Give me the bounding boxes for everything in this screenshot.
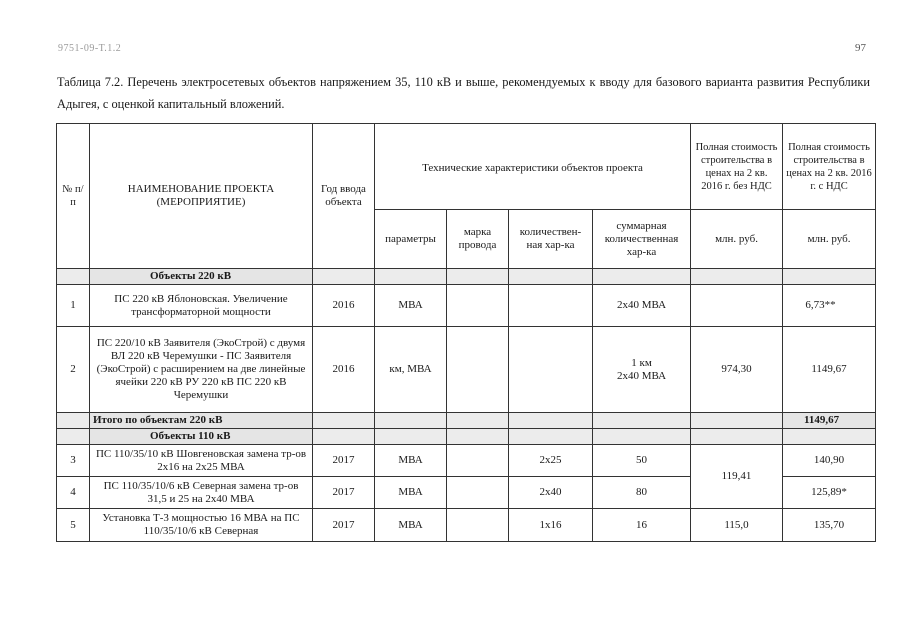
row3-year: 2017: [313, 445, 375, 477]
row3-qty: 2х25: [509, 445, 593, 477]
table-row: [57, 445, 876, 477]
row2-cost-vat: 1149,67: [783, 327, 876, 413]
header-unit-1: млн. руб.: [691, 210, 783, 269]
row2-name: ПС 220/10 кВ Заявителя (ЭкоСтрой) с двумя ВЛ 220 кВ Черемушки - ПС Заявителя (ЭкоСтрой) с расширением на две линейные ячейки 220 кВ РУ 220 кВ ПС 220 кВ Черемушки: [90, 327, 313, 413]
row2-year: 2016: [313, 327, 375, 413]
row2-num: 2: [57, 327, 90, 413]
row5-year: 2017: [313, 509, 375, 542]
row1-qty: [509, 285, 593, 327]
row5-cost-no-vat: 115,0: [691, 509, 783, 542]
document-code: 9751-09-Т.1.2: [58, 43, 122, 54]
row4-year: 2017: [313, 477, 375, 509]
row3-total-qty: 50: [593, 445, 691, 477]
row1-cost-vat: 6,73**: [783, 285, 876, 327]
row1-wire: [447, 285, 509, 327]
row2-cost-no-vat: 974,30: [691, 327, 783, 413]
row3-wire: [447, 445, 509, 477]
section-110-title: Объекты 110 кВ: [90, 429, 313, 445]
header-cost-vat: Полная стоимость строительства в ценах на 2 кв. 2016 г. с НДС: [783, 124, 876, 210]
row2-total-qty-line2: 2х40 МВА: [616, 369, 667, 382]
row1-cost-no-vat: [691, 285, 783, 327]
table-row: [57, 327, 876, 413]
row3-name: ПС 110/35/10 кВ Шовгеновская замена тр-ов 2х16 на 2х25 МВА: [90, 445, 313, 477]
row5-name: Установка Т-3 мощностью 16 МВА на ПС 110/35/10/6 кВ Северная: [90, 509, 313, 542]
section-220-row: [57, 269, 876, 285]
rows3-4-cost-no-vat: 119,41: [691, 445, 783, 509]
row5-total-qty: 16: [593, 509, 691, 542]
header-num: № п/п: [57, 124, 90, 269]
header-qty: количествен-ная хар-ка: [509, 210, 593, 269]
row5-cost-vat: 135,70: [783, 509, 876, 542]
row4-params: МВА: [375, 477, 447, 509]
table-caption: Таблица 7.2. Перечень электросетевых объектов напряжением 35, 110 кВ и выше, рекомендуемых к вводу для базового варианта развития Республики Адыгея, с оценкой капитальный вложений.: [57, 75, 870, 111]
header-name: НАИМЕНОВАНИЕ ПРОЕКТА (МЕРОПРИЯТИЕ): [90, 124, 313, 269]
header-params: параметры: [375, 210, 447, 269]
total-220-row: [57, 413, 876, 429]
section-110-row: [57, 429, 876, 445]
row1-total-qty: 2х40 МВА: [593, 285, 691, 327]
row1-year: 2016: [313, 285, 375, 327]
header-tech: Технические характеристики объектов проекта: [375, 124, 691, 210]
row4-qty: 2х40: [509, 477, 593, 509]
row4-wire: [447, 477, 509, 509]
row5-num: 5: [57, 509, 90, 542]
row1-num: 1: [57, 285, 90, 327]
header-row-1: [57, 124, 876, 210]
row4-total-qty: 80: [593, 477, 691, 509]
capex-table: [56, 123, 876, 542]
row3-num: 3: [57, 445, 90, 477]
row2-qty: [509, 327, 593, 413]
row5-params: МВА: [375, 509, 447, 542]
row2-total-qty-line1: 1 км: [631, 356, 652, 369]
row1-params: МВА: [375, 285, 447, 327]
row2-total-qty: [593, 327, 691, 413]
header-year: Год ввода объекта: [313, 124, 375, 269]
table-row: [57, 285, 876, 327]
section-220-title: Объекты 220 кВ: [90, 269, 313, 285]
total-220-label: Итого по объектам 220 кВ: [90, 413, 313, 429]
row3-params: МВА: [375, 445, 447, 477]
table-row: [57, 509, 876, 542]
row1-name: ПС 220 кВ Яблоновская. Увеличение трансформаторной мощности: [90, 285, 313, 327]
header-cost-no-vat: Полная стоимость строительства в ценах на 2 кв. 2016 г. без НДС: [691, 124, 783, 210]
header-wire: марка провода: [447, 210, 509, 269]
page-number: 97: [855, 42, 866, 54]
row3-cost-vat: 140,90: [783, 445, 876, 477]
row4-name: ПС 110/35/10/6 кВ Северная замена тр-ов 31,5 и 25 на 2х40 МВА: [90, 477, 313, 509]
row2-params: км, МВА: [375, 327, 447, 413]
total-220-value: 1149,67: [783, 413, 876, 429]
row4-num: 4: [57, 477, 90, 509]
row2-wire: [447, 327, 509, 413]
row4-cost-vat: 125,89*: [783, 477, 876, 509]
row5-qty: 1х16: [509, 509, 593, 542]
row5-wire: [447, 509, 509, 542]
header-total-qty: суммарная количественная хар-ка: [593, 210, 691, 269]
header-unit-2: млн. руб.: [783, 210, 876, 269]
